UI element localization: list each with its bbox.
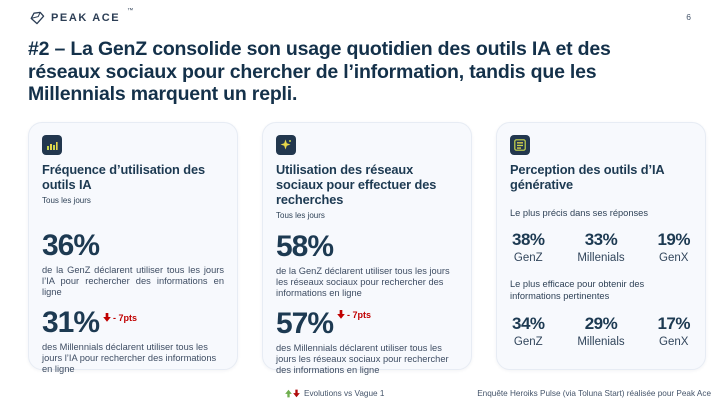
page-number: 6: [686, 12, 691, 22]
stat-millennials: [42, 305, 224, 339]
delta-value: - 7pts: [347, 309, 372, 320]
mini-stat-group: Millenials: [577, 252, 625, 265]
headline-line-2: réseaux sociaux pour chercher de l’information, tandis que les: [28, 60, 597, 83]
survey-source: Enquête Heroiks Pulse (via Toluna Start) réalisée pour Peak Ace: [477, 389, 711, 398]
mini-stat-group: GenZ: [513, 252, 543, 265]
mini-stat-value: 29%: [584, 313, 618, 333]
delta-badge: [337, 310, 371, 320]
mini-stat-value: 19%: [657, 230, 690, 250]
legend-text: Evolutions vs Vague 1: [304, 389, 385, 398]
stat-description: des Millennials déclarent utiliser tous les jours l’IA pour rechercher des informations en ligne: [42, 341, 217, 375]
mini-stat-value: 38%: [512, 230, 545, 250]
stat-genz: [42, 228, 224, 262]
mini-stat-millenials: [577, 314, 624, 348]
card-ai-frequency: [28, 122, 238, 375]
slide-headline: [28, 38, 704, 106]
stat-value: 31%: [42, 305, 100, 339]
mini-stat-value: 34%: [512, 313, 545, 333]
card-subtitle: Tous les jours: [276, 210, 325, 220]
mini-stat-group: GenX: [659, 252, 689, 265]
card-subtitle: Tous les jours: [42, 195, 91, 205]
mini-stat-group: Millenials: [577, 335, 625, 348]
stats-row-efficiency: [510, 314, 692, 348]
stat-value: 57%: [276, 306, 334, 340]
list-icon: [510, 135, 530, 155]
stats-row-precision: [510, 230, 692, 264]
stat-value: 36%: [42, 228, 100, 262]
mini-stat-value: 33%: [584, 230, 618, 250]
section-label-efficiency: Le plus efficace pour obtenir des informations pertinentes: [510, 279, 645, 301]
delta-value: - 7pts: [113, 312, 138, 323]
mini-stat-genx: [657, 230, 690, 264]
card-title: Perception des outils d’IA générative: [510, 162, 665, 192]
mini-stat-group: GenZ: [513, 335, 543, 348]
mini-stat-genz: [512, 314, 545, 348]
section-label-precision: Le plus précis dans ses réponses: [510, 207, 648, 218]
card-ai-perception: [496, 122, 706, 370]
mini-stat-value: 17%: [657, 313, 690, 333]
mini-stat-genz: [512, 230, 545, 264]
stat-value: 58%: [276, 229, 334, 263]
headline-line-3: Millennials marquent un repli.: [28, 83, 298, 105]
brand-name: PEAK ACE: [51, 12, 121, 24]
arrow-down-icon: [103, 313, 111, 322]
card-title: Utilisation des réseaux sociaux pour effectuer des recherches: [276, 162, 437, 207]
peak-ace-logo-icon: [30, 11, 45, 30]
card-social-search: [262, 122, 472, 376]
up-down-arrows-icon: [285, 389, 300, 398]
stat-millennials: [276, 306, 458, 340]
peak-ace-logo: [30, 8, 134, 30]
mini-stat-millenials: [577, 230, 624, 264]
stat-description: des Millennials déclarent utiliser tous les jours les réseaux sociaux pour rechercher des informations en ligne: [276, 342, 449, 376]
mini-stat-group: GenX: [659, 335, 689, 348]
card-title: Fréquence d’utilisation des outils IA: [42, 162, 205, 192]
delta-badge: [103, 313, 137, 323]
sparkle-icon: [276, 135, 296, 155]
stat-cards: [28, 122, 706, 376]
evolution-legend: [285, 389, 384, 398]
brand-trademark: ™: [127, 8, 134, 14]
mini-stat-genx: [657, 314, 690, 348]
stat-description: de la GenZ déclarent utiliser tous les jours l’IA pour rechercher des informations en ligne: [42, 264, 224, 298]
arrow-down-icon: [337, 310, 345, 319]
stat-description: de la GenZ déclarent utiliser tous les jours les réseaux sociaux pour rechercher des informations en ligne: [276, 265, 450, 299]
stat-genz: [276, 229, 458, 263]
bar-chart-icon: [42, 135, 62, 155]
headline-line-1: #2 – La GenZ consolide son usage quotidien des outils IA et des: [28, 38, 611, 60]
